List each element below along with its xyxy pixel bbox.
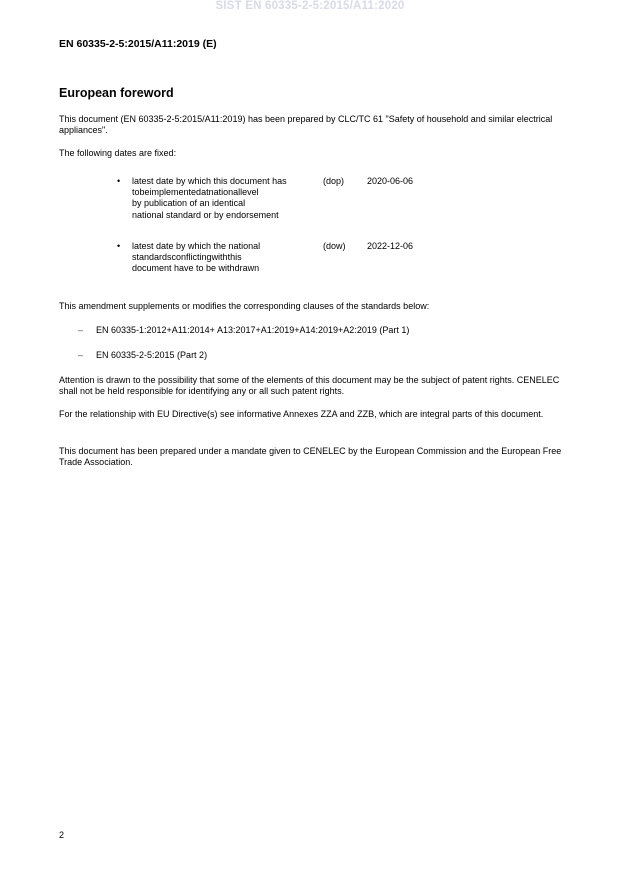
- date-code: (dop): [323, 176, 345, 186]
- intro-paragraph: This document (EN 60335-2-5:2015/A11:2019) has been prepared by CLC/TC 61 "Safety of household and similar electrical appliances".: [59, 114, 553, 136]
- date-line: [132, 252, 312, 263]
- patent-note: Attention is drawn to the possibility that some of the elements of this document may be the subject of patent rights. CENELEC shall not be held responsible for identifying any or all such patent rights.: [59, 375, 560, 397]
- section-title: European foreword: [59, 86, 174, 100]
- date-value: 2020-06-06: [367, 176, 414, 186]
- date-line: national standard or by endorsement: [132, 209, 279, 220]
- date-line-word: national: [208, 187, 241, 198]
- mandate-note: This document has been prepared under a mandate given to CENELEC by the European Commission and the European Free Trade Association.: [59, 446, 562, 468]
- dash-icon: –: [78, 350, 84, 360]
- standard-label: EN 60335-2-5:2015 (Part 2): [96, 350, 208, 360]
- dates-intro: The following dates are fixed:: [59, 148, 177, 158]
- date-line: latest date by which this document has: [132, 176, 287, 186]
- standard-item: [78, 325, 409, 335]
- date-line-word: this: [227, 252, 242, 263]
- date-line-word: conflicting: [171, 252, 212, 263]
- date-item-text: [132, 241, 312, 275]
- date-line-word: at: [201, 187, 209, 198]
- date-line-word: level: [240, 187, 259, 198]
- date-line: [132, 187, 312, 198]
- standard-label: EN 60335-1:2012+A11:2014+ A13:2017+A1:2019+A14:2019+A2:2019 (Part 1): [96, 325, 410, 335]
- date-item-text: [132, 176, 312, 221]
- amendment-intro: This amendment supplements or modifies the corresponding clauses of the standards below:: [59, 301, 430, 311]
- bullet-icon: •: [117, 241, 121, 251]
- date-line-word: to: [132, 187, 140, 198]
- date-code: (dow): [323, 241, 346, 251]
- date-line-word: implemented: [149, 187, 202, 198]
- date-line: document have to be withdrawn: [132, 263, 260, 274]
- dash-icon: –: [78, 325, 84, 335]
- date-line: by publication of an identical: [132, 198, 246, 209]
- standard-item: [78, 350, 207, 360]
- watermark: SIST EN 60335-2-5:2015/A11:2020: [215, 0, 405, 12]
- date-line-word: be: [139, 187, 150, 198]
- date-line-word: with: [211, 252, 228, 263]
- directive-note: For the relationship with EU Directive(s) see informative Annexes ZZA and ZZB, which are integral parts of this document.: [59, 409, 544, 419]
- document-header: EN 60335-2-5:2015/A11:2019 (E): [59, 38, 217, 50]
- date-line: latest date by which the national: [132, 241, 261, 251]
- date-value: 2022-12-06: [367, 241, 414, 251]
- date-line-word: standards: [132, 252, 172, 263]
- page-number: 2: [59, 830, 65, 840]
- bullet-icon: •: [117, 176, 121, 186]
